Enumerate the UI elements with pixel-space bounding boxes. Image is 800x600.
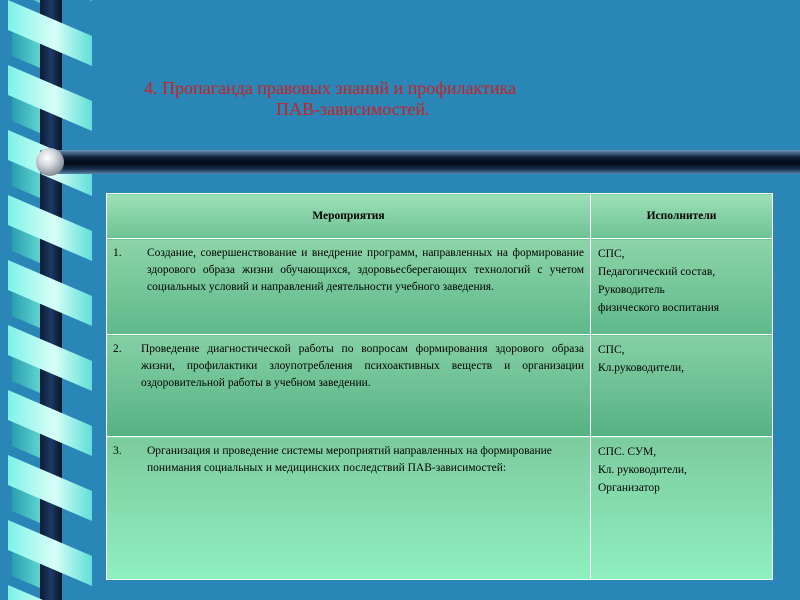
executor-line: Руководитель: [598, 284, 665, 296]
horizontal-divider-bar: [40, 150, 800, 174]
executors-cell: [591, 239, 773, 335]
executors-cell: [591, 335, 773, 437]
row-number: 3.: [113, 445, 122, 457]
table-row: [107, 437, 773, 580]
executor-line: Кл. руководители,: [598, 464, 687, 476]
ribbon-strip-back: [12, 0, 40, 3]
executor-line: Кл.руководители,: [598, 362, 685, 374]
header-executors: Исполнители: [591, 194, 773, 239]
activity-text: Организация и проведение системы мероприятий направленных на формирование понимания социальных и медицинских последствий ПАВ-зависимостей:: [147, 445, 552, 474]
activity-cell: [107, 239, 591, 335]
divider-knob: [36, 148, 64, 176]
executor-line: физического воспитания: [598, 302, 720, 314]
executors-cell: [591, 437, 773, 580]
executor-line: СПС. СУМ,: [598, 446, 657, 458]
executor-line: Организатор: [598, 482, 660, 494]
title-line-2: ПАВ-зависимостей.: [276, 99, 430, 119]
executor-line: СПС,: [598, 248, 625, 260]
executor-line: СПС,: [598, 344, 625, 356]
activity-cell: [107, 437, 591, 580]
table-row: [107, 239, 773, 335]
header-activities: Мероприятия: [107, 194, 591, 239]
executor-line: Педагогический состав,: [598, 266, 716, 278]
activities-table: [106, 193, 773, 580]
row-number: 2.: [113, 343, 122, 355]
table-header-row: [107, 194, 773, 239]
title-line-1: 4. Пропаганда правовых знаний и профилактика: [144, 78, 516, 98]
activity-cell: [107, 335, 591, 437]
activity-text: Проведение диагностической работы по вопросам формирования здорового образа жизни, профилактики злоупотребления психоактивных веществ и организации оздоровительной работы в учебном заведении.: [141, 343, 584, 389]
row-number: 1.: [113, 247, 122, 259]
table-row: [107, 335, 773, 437]
decorative-ribbon: [0, 0, 100, 600]
activity-text: Создание, совершенствование и внедрение программ, направленных на формирование здорового образа жизни обучающихся, здоровьесберегающих технологий с учетом социальных условий и направлений деятельности учебного заведения.: [147, 247, 584, 293]
